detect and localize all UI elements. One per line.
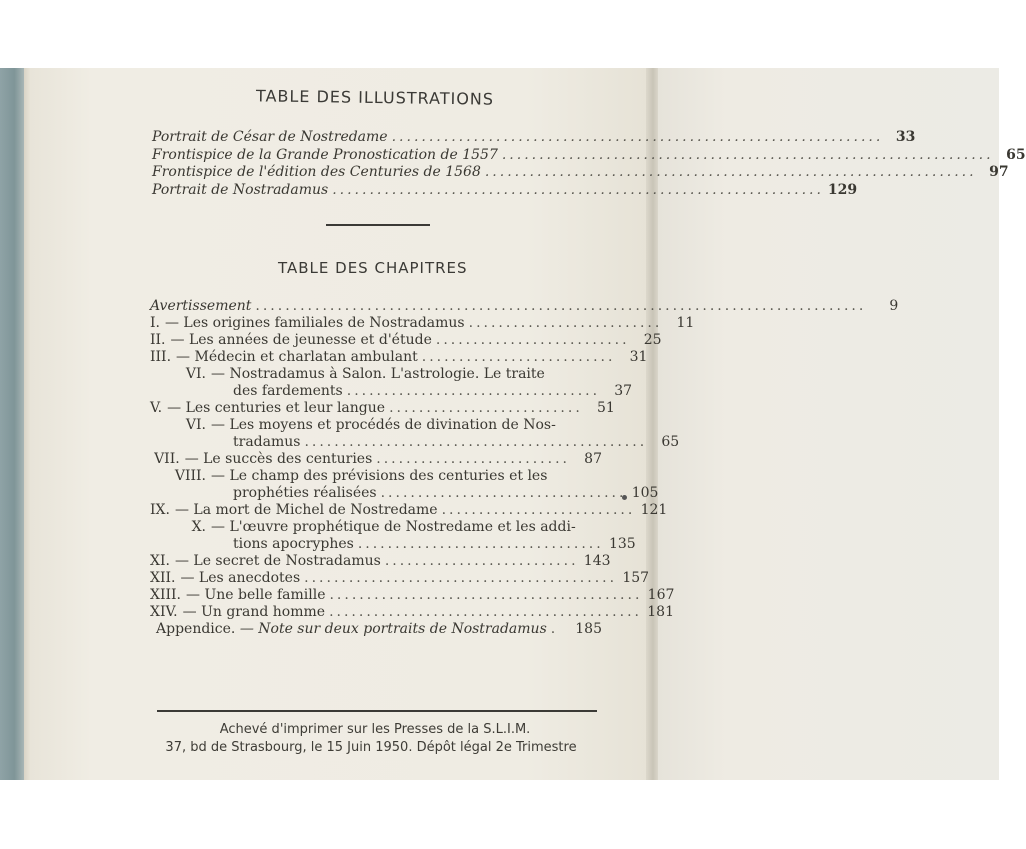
chapter-entry-continued: tions apocryphes ................................. 135 [233, 536, 636, 552]
illustration-entry: Frontispice de la Grande Pronostication de 1557 .................................................................. 65 [152, 147, 1026, 163]
illustration-entry: Portrait de Nostradamus .................................................................. 129 [152, 182, 858, 198]
illustrations-title: TABLE DES ILLUSTRATIONS [255, 86, 495, 109]
chapter-entry-continued: des fardements .................................. 37 [233, 383, 633, 399]
chapter-entry: X. — L'œuvre prophétique de Nostredame et les addi- [191, 519, 576, 535]
illustration-entry: Portrait de César de Nostredame .................................................................. 33 [152, 129, 916, 145]
chapter-entry: VIII. — Le champ des prévisions des centuries et les [174, 468, 548, 484]
chapter-entry: XIII. — Une belle famille .......................................... 167 [150, 587, 675, 603]
book-cover-spine [0, 68, 24, 780]
chapter-entry: III. — Médecin et charlatan ambulant .......................... 31 [150, 349, 648, 365]
chapter-entry-continued: tradamus .............................................. 65 [233, 434, 680, 450]
chapters-title: TABLE DES CHAPITRES [278, 259, 468, 277]
chapter-entry: V. — Les centuries et leur langue .......................... 51 [150, 400, 615, 416]
chapter-entry: VI. — Les moyens et procédés de divination de Nos- [185, 417, 556, 433]
chapter-entry: I. — Les origines familiales de Nostradamus .......................... 11 [150, 315, 695, 331]
section-divider [326, 224, 430, 226]
chapter-entry: II. — Les années de jeunesse et d'étude .......................... 25 [150, 332, 662, 348]
colophon-divider [157, 710, 597, 712]
chapter-entry: XII. — Les anecdotes .......................................... 157 [150, 570, 650, 586]
chapter-entry-preface: Avertissement .................................................................................. 9 [150, 298, 899, 314]
chapter-entry: VI. — Nostradamus à Salon. L'astrologie. Le traite [185, 366, 545, 382]
chapter-entry: IX. — La mort de Michel de Nostredame .......................... 121 [150, 502, 668, 518]
chapter-entry-continued: prophéties réalisées ................................. 105 [233, 485, 659, 501]
illustration-entry: Frontispice de l'édition des Centuries de 1568 .................................................................. 97 [152, 164, 1009, 180]
colophon-line-1: Achevé d'imprimer sur les Presses de la S.L.I.M. [219, 722, 531, 737]
chapter-entry: XI. — Le secret de Nostradamus .......................... 143 [150, 553, 611, 569]
chapter-entry: VII. — Le succès des centuries .......................... 87 [154, 451, 602, 467]
chapter-entry-appendix: Appendice. — Note sur deux portraits de Nostradamus . 185 [156, 621, 602, 637]
colophon-line-2: 37, bd de Strasbourg, le 15 Juin 1950. Dépôt légal 2e Trimestre [165, 740, 577, 755]
chapter-entry: XIV. — Un grand homme .......................................... 181 [150, 604, 674, 620]
